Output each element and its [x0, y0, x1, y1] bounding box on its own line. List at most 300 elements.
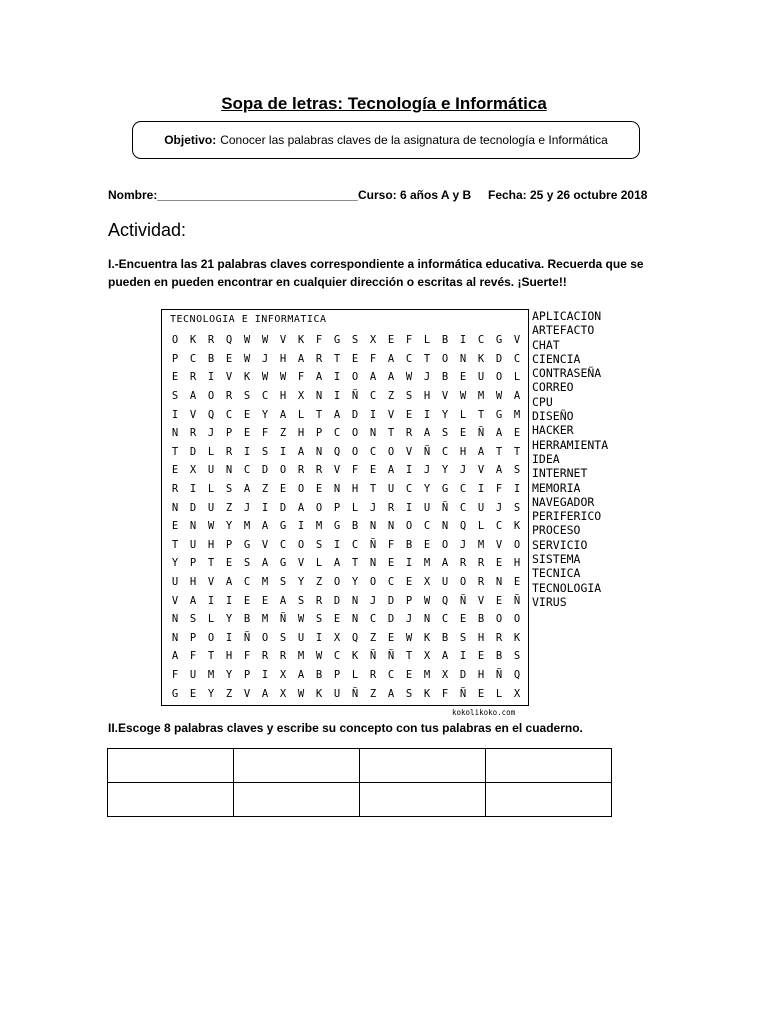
grid-letter: G: [279, 520, 287, 533]
grid-letter: K: [243, 371, 251, 384]
grid-row: [166, 331, 526, 350]
grid-letter: C: [261, 390, 269, 403]
grid-row: [166, 405, 526, 424]
grid-letter: C: [243, 464, 251, 477]
grid-letter: H: [459, 445, 467, 458]
word-list-item: SERVICIO: [532, 537, 588, 552]
grid-letter: U: [423, 501, 431, 514]
table-cell[interactable]: [108, 749, 234, 783]
grid-letter: S: [225, 483, 233, 496]
table-cell[interactable]: [360, 783, 486, 817]
grid-letter: F: [315, 334, 323, 347]
grid-letter: I: [315, 631, 323, 644]
grid-row: [166, 424, 526, 443]
grid-letter: F: [369, 352, 377, 365]
grid-letter: E: [459, 427, 467, 440]
grid-letter: T: [423, 352, 431, 365]
grid-letter: I: [243, 445, 251, 458]
grid-letter: O: [279, 464, 287, 477]
grid-letter: I: [477, 483, 485, 496]
grid-letter: A: [423, 427, 431, 440]
word-list: [532, 309, 608, 609]
grid-letter: Z: [279, 427, 287, 440]
grid-letter: T: [513, 445, 521, 458]
table-row: [108, 749, 612, 783]
word-list-item: PROCESO: [532, 523, 581, 538]
word-list-item: NAVEGADOR: [532, 494, 595, 509]
grid-letter: D: [333, 594, 341, 607]
grid-letter: V: [333, 464, 341, 477]
grid-letter: S: [243, 390, 251, 403]
grid-letter: E: [513, 576, 521, 589]
grid-letter: E: [423, 538, 431, 551]
grid-letter: E: [333, 613, 341, 626]
grid-letter: M: [513, 408, 521, 421]
grid-letter: G: [171, 687, 179, 700]
grid-letter: E: [243, 408, 251, 421]
grid-letter: B: [441, 371, 449, 384]
grid-letter: B: [441, 631, 449, 644]
grid-letter: V: [297, 557, 305, 570]
grid-letter: A: [189, 390, 197, 403]
grid-letter: L: [351, 668, 359, 681]
grid-letter: U: [441, 576, 449, 589]
grid-letter: D: [459, 668, 467, 681]
grid-row: [166, 498, 526, 517]
grid-letter: K: [513, 520, 521, 533]
grid-letter: A: [243, 483, 251, 496]
grid-letter: W: [207, 520, 215, 533]
grid-letter: I: [405, 464, 413, 477]
grid-letter: H: [189, 576, 197, 589]
grid-letter: U: [207, 501, 215, 514]
grid-letter: D: [495, 352, 503, 365]
grid-letter: M: [477, 390, 485, 403]
word-list-item: IDEA: [532, 451, 560, 466]
grid-letter: A: [315, 371, 323, 384]
grid-letter: B: [441, 334, 449, 347]
grid-row: [166, 536, 526, 555]
grid-letter: C: [279, 538, 287, 551]
grid-letter: T: [351, 557, 359, 570]
grid-letter: O: [297, 483, 305, 496]
grid-letter: E: [369, 464, 377, 477]
grid-letter: M: [297, 650, 305, 663]
grid-row: [166, 610, 526, 629]
grid-letter: N: [351, 594, 359, 607]
grid-letter: Ñ: [423, 445, 431, 458]
grid-letter: R: [207, 334, 215, 347]
instruction-1: I.-Encuentra las 21 palabras claves correspondiente a informática educativa. Recuerda que se pueden en pueden encontrar en cualquier dirección o escritas al revés. ¡Suerte!!: [108, 257, 644, 289]
grid-letter: A: [387, 352, 395, 365]
grid-letter: N: [369, 557, 377, 570]
grid-letter: O: [441, 352, 449, 365]
grid-letter: C: [333, 650, 341, 663]
grid-letter: Q: [441, 594, 449, 607]
grid-row: [166, 350, 526, 369]
grid-letter: I: [279, 445, 287, 458]
grid-letter: K: [189, 334, 197, 347]
grid-letter: N: [171, 613, 179, 626]
answer-table: [107, 748, 612, 817]
grid-letter: V: [225, 371, 233, 384]
grid-letter: X: [279, 668, 287, 681]
grid-letter: A: [369, 371, 377, 384]
grid-letter: Y: [423, 483, 431, 496]
grid-letter: T: [333, 352, 341, 365]
table-cell[interactable]: [486, 783, 612, 817]
grid-letter: I: [261, 668, 269, 681]
grid-letter: X: [423, 576, 431, 589]
grid-letter: N: [441, 520, 449, 533]
grid-letter: C: [351, 538, 359, 551]
word-list-item: INTERNET: [532, 466, 588, 481]
word-list-item: CORREO: [532, 380, 574, 395]
grid-letter: I: [225, 594, 233, 607]
grid-letter: R: [279, 650, 287, 663]
grid-letter: F: [171, 668, 179, 681]
grid-letter: A: [279, 594, 287, 607]
grid-letter: C: [513, 352, 521, 365]
grid-letter: Ñ: [369, 650, 377, 663]
grid-row: [166, 387, 526, 406]
grid-row: [166, 684, 526, 703]
grid-letter: P: [243, 668, 251, 681]
grid-letter: P: [333, 668, 341, 681]
grid-letter: Ñ: [369, 538, 377, 551]
table-cell[interactable]: [234, 749, 360, 783]
grid-letter: R: [189, 427, 197, 440]
grid-letter: Q: [333, 445, 341, 458]
grid-letter: A: [477, 445, 485, 458]
grid-letter: E: [261, 594, 269, 607]
grid-letter: A: [441, 650, 449, 663]
grid-letter: V: [405, 445, 413, 458]
grid-letter: F: [243, 650, 251, 663]
letter-grid: [166, 331, 526, 703]
grid-letter: Ñ: [387, 650, 395, 663]
grid-letter: O: [459, 576, 467, 589]
grid-letter: M: [261, 576, 269, 589]
grid-letter: I: [189, 483, 197, 496]
grid-letter: E: [351, 352, 359, 365]
grid-letter: D: [189, 445, 197, 458]
grid-letter: V: [189, 408, 197, 421]
grid-letter: N: [225, 464, 233, 477]
grid-letter: B: [207, 352, 215, 365]
grid-letter: A: [279, 408, 287, 421]
grid-letter: A: [261, 557, 269, 570]
grid-letter: R: [225, 390, 233, 403]
grid-letter: N: [369, 427, 377, 440]
grid-letter: M: [423, 557, 431, 570]
grid-letter: I: [333, 371, 341, 384]
grid-letter: O: [297, 538, 305, 551]
grid-letter: V: [171, 594, 179, 607]
grid-letter: A: [261, 687, 269, 700]
grid-letter: S: [513, 650, 521, 663]
grid-letter: S: [351, 334, 359, 347]
grid-letter: V: [243, 687, 251, 700]
grid-letter: L: [207, 445, 215, 458]
grid-letter: A: [495, 464, 503, 477]
grid-letter: M: [207, 668, 215, 681]
grid-letter: E: [171, 520, 179, 533]
grid-letter: S: [261, 445, 269, 458]
grid-letter: S: [315, 538, 323, 551]
grid-letter: V: [477, 594, 485, 607]
grid-letter: C: [405, 352, 413, 365]
grid-letter: L: [477, 520, 485, 533]
grid-letter: G: [495, 334, 503, 347]
word-list-item: PERIFERICO: [532, 509, 602, 524]
grid-letter: S: [459, 631, 467, 644]
grid-letter: X: [441, 668, 449, 681]
grid-letter: X: [297, 390, 305, 403]
grid-letter: J: [369, 501, 377, 514]
grid-letter: R: [225, 445, 233, 458]
grid-letter: C: [387, 668, 395, 681]
grid-letter: C: [495, 520, 503, 533]
grid-letter: B: [351, 520, 359, 533]
grid-letter: O: [495, 371, 503, 384]
grid-letter: R: [459, 557, 467, 570]
grid-letter: U: [297, 631, 305, 644]
instruction-2: II.Escoge 8 palabras claves y escribe su concepto con tus palabras en el cuaderno.: [108, 721, 583, 735]
grid-letter: T: [405, 650, 413, 663]
grid-letter: S: [405, 687, 413, 700]
grid-letter: Z: [225, 687, 233, 700]
word-list-item: ARTEFACTO: [532, 323, 595, 338]
grid-letter: X: [333, 631, 341, 644]
grid-letter: K: [423, 687, 431, 700]
grid-letter: M: [315, 520, 323, 533]
word-search-puzzle: [161, 309, 529, 706]
grid-letter: U: [333, 687, 341, 700]
grid-letter: O: [261, 631, 269, 644]
grid-letter: Y: [441, 408, 449, 421]
grid-letter: I: [171, 408, 179, 421]
grid-row: [166, 480, 526, 499]
word-list-item: TECNOLOGIA: [532, 580, 602, 595]
grid-letter: R: [495, 631, 503, 644]
grid-letter: W: [405, 631, 413, 644]
grid-letter: L: [513, 371, 521, 384]
grid-letter: E: [459, 371, 467, 384]
grid-letter: O: [351, 427, 359, 440]
grid-letter: U: [171, 576, 179, 589]
grid-letter: O: [387, 445, 395, 458]
grid-letter: R: [297, 464, 305, 477]
grid-letter: Ñ: [441, 501, 449, 514]
grid-letter: H: [297, 427, 305, 440]
grid-letter: W: [423, 594, 431, 607]
grid-letter: V: [441, 390, 449, 403]
grid-letter: S: [513, 501, 521, 514]
grid-letter: J: [423, 464, 431, 477]
grid-letter: I: [459, 650, 467, 663]
grid-letter: F: [441, 687, 449, 700]
grid-letter: Q: [225, 334, 233, 347]
grid-letter: C: [423, 520, 431, 533]
objective-box: [132, 121, 640, 159]
grid-letter: Ñ: [513, 594, 521, 607]
grid-letter: X: [423, 650, 431, 663]
grid-letter: O: [351, 371, 359, 384]
table-cell[interactable]: [486, 749, 612, 783]
grid-letter: S: [405, 390, 413, 403]
grid-letter: J: [405, 613, 413, 626]
grid-letter: P: [225, 427, 233, 440]
grid-letter: O: [441, 538, 449, 551]
grid-letter: E: [477, 650, 485, 663]
grid-letter: S: [243, 557, 251, 570]
table-row: [108, 783, 612, 817]
grid-letter: C: [459, 483, 467, 496]
grid-letter: C: [189, 352, 197, 365]
grid-letter: Y: [261, 408, 269, 421]
grid-letter: W: [261, 371, 269, 384]
grid-letter: A: [495, 427, 503, 440]
grid-letter: E: [225, 557, 233, 570]
grid-letter: L: [207, 483, 215, 496]
grid-letter: E: [171, 371, 179, 384]
grid-letter: L: [297, 408, 305, 421]
grid-letter: E: [495, 594, 503, 607]
grid-letter: N: [171, 501, 179, 514]
grid-letter: Ñ: [459, 594, 467, 607]
grid-letter: E: [171, 464, 179, 477]
grid-letter: A: [387, 371, 395, 384]
grid-letter: N: [369, 520, 377, 533]
grid-letter: O: [207, 390, 215, 403]
grid-letter: B: [477, 613, 485, 626]
grid-letter: Z: [369, 631, 377, 644]
grid-letter: T: [315, 408, 323, 421]
grid-letter: Q: [459, 520, 467, 533]
grid-letter: H: [207, 538, 215, 551]
grid-letter: Ñ: [351, 390, 359, 403]
grid-letter: A: [297, 501, 305, 514]
grid-letter: F: [189, 650, 197, 663]
grid-letter: H: [477, 668, 485, 681]
grid-letter: C: [405, 483, 413, 496]
grid-letter: Y: [225, 520, 233, 533]
grid-letter: L: [423, 334, 431, 347]
grid-letter: C: [441, 445, 449, 458]
grid-letter: L: [207, 613, 215, 626]
grid-letter: G: [333, 334, 341, 347]
grid-letter: B: [243, 613, 251, 626]
grid-letter: O: [207, 631, 215, 644]
word-list-item: DISEÑO: [532, 409, 574, 424]
grid-letter: M: [477, 538, 485, 551]
grid-letter: G: [243, 538, 251, 551]
grid-letter: R: [369, 668, 377, 681]
grid-letter: X: [189, 464, 197, 477]
grid-letter: B: [405, 538, 413, 551]
table-cell[interactable]: [108, 783, 234, 817]
grid-letter: R: [315, 464, 323, 477]
table-cell[interactable]: [234, 783, 360, 817]
grid-letter: X: [279, 687, 287, 700]
table-cell[interactable]: [360, 749, 486, 783]
grid-letter: Y: [225, 668, 233, 681]
grid-letter: R: [171, 483, 179, 496]
grid-letter: T: [369, 483, 377, 496]
objective-text: Conocer las palabras claves de la asignatura de tecnología e Informática: [220, 133, 608, 147]
grid-letter: T: [207, 557, 215, 570]
grid-letter: I: [423, 408, 431, 421]
grid-letter: O: [369, 576, 377, 589]
grid-letter: F: [297, 371, 305, 384]
grid-letter: C: [225, 408, 233, 421]
grid-row: [166, 554, 526, 573]
grid-letter: K: [513, 631, 521, 644]
grid-letter: F: [495, 483, 503, 496]
fecha-text: Fecha: 25 y 26 octubre 2018: [488, 188, 648, 202]
grid-letter: C: [441, 613, 449, 626]
word-list-item: CHAT: [532, 337, 560, 352]
grid-letter: G: [441, 483, 449, 496]
grid-letter: P: [333, 501, 341, 514]
grid-letter: A: [297, 668, 305, 681]
grid-letter: I: [207, 371, 215, 384]
word-list-item: CONTRASEÑA: [532, 366, 602, 381]
grid-letter: K: [297, 334, 305, 347]
grid-letter: R: [477, 557, 485, 570]
grid-letter: J: [369, 594, 377, 607]
grid-letter: Y: [297, 576, 305, 589]
grid-letter: V: [207, 576, 215, 589]
page-title: Sopa de letras: Tecnología e Informática: [221, 94, 547, 113]
grid-letter: M: [423, 668, 431, 681]
grid-letter: N: [189, 520, 197, 533]
grid-letter: C: [477, 334, 485, 347]
grid-letter: T: [477, 408, 485, 421]
grid-letter: V: [477, 464, 485, 477]
word-list-item: HACKER: [532, 423, 574, 438]
grid-letter: V: [495, 538, 503, 551]
grid-letter: I: [405, 501, 413, 514]
grid-letter: G: [279, 557, 287, 570]
grid-letter: C: [243, 576, 251, 589]
grid-letter: I: [459, 334, 467, 347]
grid-letter: A: [333, 557, 341, 570]
grid-letter: M: [243, 520, 251, 533]
grid-letter: E: [513, 427, 521, 440]
grid-letter: L: [459, 408, 467, 421]
grid-letter: I: [207, 594, 215, 607]
grid-letter: P: [405, 594, 413, 607]
grid-letter: N: [171, 631, 179, 644]
grid-letter: I: [261, 501, 269, 514]
grid-letter: A: [261, 520, 269, 533]
grid-letter: K: [351, 650, 359, 663]
grid-letter: K: [477, 352, 485, 365]
grid-letter: B: [495, 650, 503, 663]
grid-letter: C: [333, 427, 341, 440]
grid-letter: E: [279, 483, 287, 496]
grid-letter: M: [261, 613, 269, 626]
grid-letter: L: [351, 501, 359, 514]
grid-letter: N: [459, 352, 467, 365]
grid-letter: V: [513, 334, 521, 347]
grid-letter: W: [297, 613, 305, 626]
grid-letter: D: [387, 613, 395, 626]
grid-letter: A: [387, 687, 395, 700]
grid-letter: S: [189, 613, 197, 626]
